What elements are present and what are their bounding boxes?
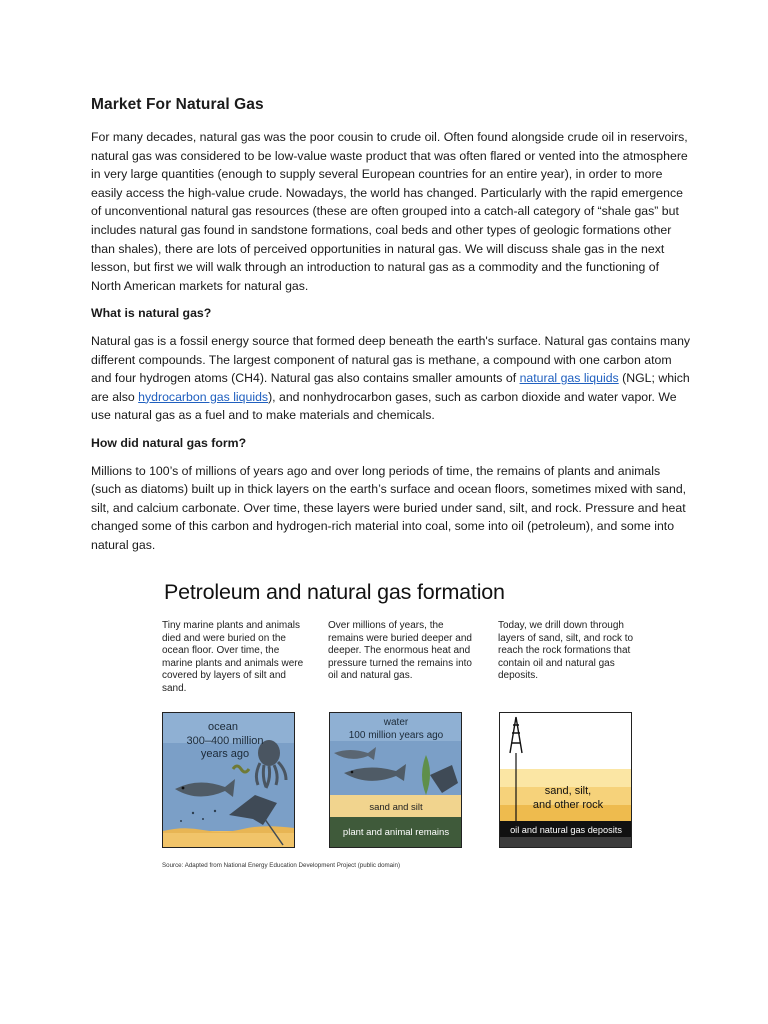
panel2-label-water: water: [383, 717, 409, 728]
panel-ancient-ocean: [162, 712, 295, 848]
hydrocarbon-gas-liquids-link[interactable]: hydrocarbon gas liquids: [138, 389, 269, 404]
panel-burial: [329, 712, 462, 848]
panel2-label-remains: plant and animal remains: [342, 827, 450, 838]
burial-illustration: [330, 713, 461, 847]
panel1-label-years: years ago: [200, 748, 250, 760]
panel-today: [499, 712, 632, 848]
panel2-label-age: 100 million years ago: [348, 730, 444, 741]
page-title: Market For Natural Gas: [91, 96, 264, 113]
ancient-ocean-illustration: [163, 713, 294, 847]
panel2-label-sand: sand and silt: [369, 802, 423, 813]
panel1-label-ocean: ocean: [208, 721, 238, 733]
caption-step-3: Today, we drill down through layers of sand, silt, and rock to reach the rock formations that contain oil and natural gas deposits.: [498, 620, 634, 682]
natural-gas-paragraph: Natural gas is a fossil energy source that formed deep beneath the earth's surface. Natural gas contains many different compounds. The largest component of natural gas is methane, a compound with one carbon atom and four hydrogen atoms (CH4). Natural gas also contains smaller amounts of natural gas liquids (NGL; which are also hydrocarbon gas liquids), and nonhydrocarbon gases, such as carbon dioxide and water vapor. We use natural gas as a fuel and to make materials and chemicals.: [91, 333, 691, 423]
section-heading-formation: How did natural gas form?: [91, 435, 247, 450]
natural-gas-liquids-link[interactable]: natural gas liquids: [519, 371, 619, 386]
panel3-label-deposits: oil and natural gas deposits: [510, 825, 622, 835]
panel3-label-rock2: and other rock: [532, 799, 604, 811]
formation-paragraph: Millions to 100’s of millions of years ago and over long periods of time, the remains of plants and animals (such as diatoms) built up in thick layers on the earth’s surface and ocean floors, sometimes mixed with sand, silt, and calcium carbonate. Over time, these layers were buried under sand, silt, and rock. Pressure and heat changed some of this carbon and hydrogen-rich material into coal, some into oil (petroleum), and some into natural gas.: [91, 463, 687, 552]
caption-step-1: Tiny marine plants and animals died and were buried on the ocean floor. Over time, the marine plants and animals were covered by layers of silt and sand.: [162, 620, 304, 694]
intro-paragraph: For many decades, natural gas was the poor cousin to crude oil. Often found alongside crude oil in reservoirs, natural gas was considered to be low-value waste product that was often flared or vented into the atmosphere in very large quantities (enough to supply several European countries for an entire year), in order to more easily access the high-value crude. Nowadays, the world has changed. Particularly with the rapid emergence of unconventional natural gas resources (these are often grouped into a catch-all category of “shale gas” but includes natural gas found in sandstone formations, coal beds and other types of geologic formations other than shales), there are lots of perceived opportunities in natural gas. We will discuss shale gas in the next lesson, but first we will walk through an introduction to natural gas as a commodity and the functioning of North American markets for natural gas.: [91, 130, 688, 293]
figure-title: Petroleum and natural gas formation: [164, 580, 505, 604]
panel1-label-age: 300–400 million: [186, 735, 264, 747]
formation-figure: [162, 578, 642, 874]
panel3-label-rock1: sand, silt,: [544, 785, 592, 797]
today-illustration: [500, 713, 631, 847]
caption-step-2: Over millions of years, the remains were buried deeper and deeper. The enormous heat and pressure turned the remains into oil and natural gas.: [328, 620, 472, 682]
section-heading-what-is: What is natural gas?: [91, 306, 212, 321]
document-body: [91, 96, 691, 563]
figure-source: Source: Adapted from National Energy Education Development Project (public domain): [162, 862, 401, 869]
